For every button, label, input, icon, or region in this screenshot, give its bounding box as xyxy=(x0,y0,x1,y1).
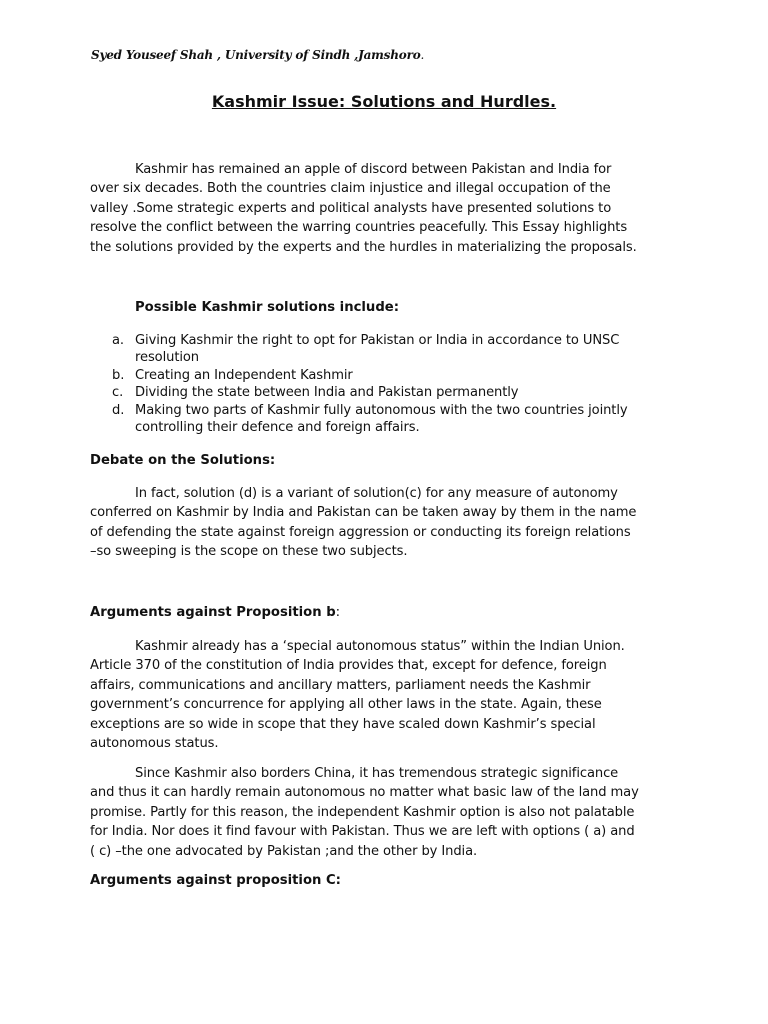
author-text: Syed Youseef Shah , University of Sindh ,Jamshoro xyxy=(91,48,421,62)
against-b-line: promise. Partly for this reason, the independent Kashmir option is also not palatable xyxy=(90,804,635,820)
intro-line: valley .Some strategic experts and political analysts have presented solutions to xyxy=(90,200,612,216)
list-item-line: Creating an Independent Kashmir xyxy=(135,367,353,383)
document-title xyxy=(0,92,768,111)
against-b-line: for India. Nor does it find favour with Pakistan. Thus we are left with options ( a) and xyxy=(90,824,635,840)
against-b-line: ( c) –the one advocated by Pakistan ;and the other by India. xyxy=(90,843,478,859)
solutions-heading: Possible Kashmir solutions include: xyxy=(135,300,399,315)
against-c-heading: Arguments against proposition C: xyxy=(90,873,341,888)
list-item-line: Giving Kashmir the right to opt for Pakistan or India in accordance to UNSC xyxy=(135,333,620,348)
debate-paragraph xyxy=(90,484,690,562)
list-item-line: resolution xyxy=(135,350,200,366)
debate-line: of defending the state against foreign aggression or conducting its foreign relations xyxy=(90,524,631,540)
debate-line: conferred on Kashmir by India and Pakistan can be taken away by them in the name xyxy=(90,505,637,521)
intro-paragraph xyxy=(90,160,690,257)
list-item xyxy=(90,384,690,401)
list-marker: d. xyxy=(112,402,125,418)
against-b-heading xyxy=(90,605,340,620)
intro-line: Kashmir has remained an apple of discord between Pakistan and India for xyxy=(135,162,612,177)
against-b-heading-text: Arguments against Proposition b xyxy=(90,605,336,620)
author-trailing-period: . xyxy=(420,48,425,62)
debate-heading: Debate on the Solutions: xyxy=(90,453,276,468)
list-marker: b. xyxy=(112,367,125,383)
document-title-period: . xyxy=(550,92,557,111)
intro-line: over six decades. Both the countries claim injustice and illegal occupation of the xyxy=(90,181,611,197)
document-title-text: Kashmir Issue: Solutions and Hurdles xyxy=(211,92,551,111)
list-marker: a. xyxy=(112,333,124,348)
list-marker: c. xyxy=(112,385,124,401)
against-b-paragraph-1 xyxy=(90,637,690,753)
against-b-line: Since Kashmir also borders China, it has tremendous strategic significance xyxy=(135,766,619,781)
list-item xyxy=(90,402,690,437)
debate-line: –so sweeping is the scope on these two subjects. xyxy=(90,544,408,560)
solutions-list xyxy=(90,332,690,436)
list-item-line: controlling their defence and foreign affairs. xyxy=(135,420,420,436)
against-b-line: autonomous status. xyxy=(90,736,219,752)
list-item-line: Dividing the state between India and Pakistan permanently xyxy=(135,385,519,401)
against-b-line: and thus it can hardly remain autonomous no matter what basic law of the land may xyxy=(90,785,639,801)
against-b-line: Kashmir already has a ‘special autonomous status” within the Indian Union. xyxy=(135,639,625,654)
list-item xyxy=(90,332,690,367)
against-b-line: affairs, communications and ancillary matters, parliament needs the Kashmir xyxy=(90,677,591,693)
intro-line: the solutions provided by the experts and the hurdles in materializing the proposals. xyxy=(90,239,637,255)
against-b-heading-colon: : xyxy=(335,605,341,620)
list-item xyxy=(90,367,690,384)
list-item-line: Making two parts of Kashmir fully autonomous with the two countries jointly xyxy=(135,402,628,418)
intro-line: resolve the conflict between the warring countries peacefully. This Essay highlights xyxy=(90,220,628,236)
against-b-line: exceptions are so wide in scope that they have scaled down Kashmir’s special xyxy=(90,716,596,732)
against-b-paragraph-2 xyxy=(90,764,690,861)
against-b-line: government’s concurrence for applying all other laws in the state. Again, these xyxy=(90,697,602,713)
against-b-line: Article 370 of the constitution of India provides that, except for defence, foreign xyxy=(90,658,607,674)
author-line xyxy=(91,48,424,62)
debate-line: In fact, solution (d) is a variant of solution(c) for any measure of autonomy xyxy=(135,486,618,501)
